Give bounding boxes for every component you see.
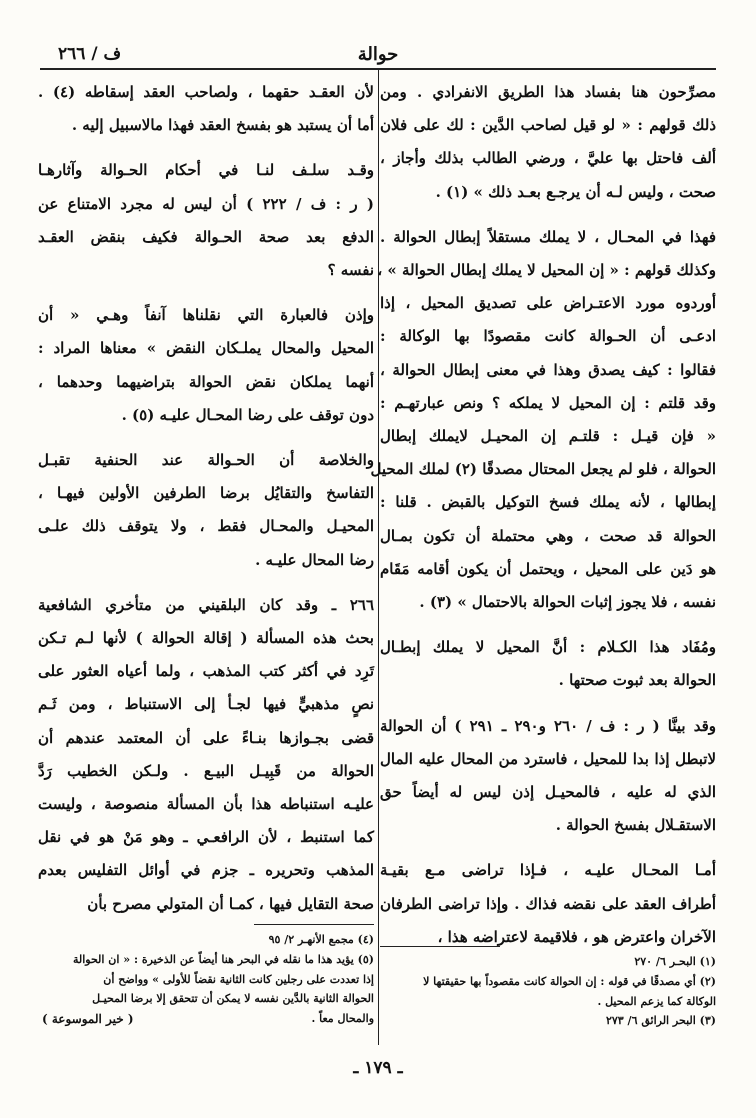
- right-line: « فإن قيـل : قلتـم إن المحيـل لايملك إبطال: [380, 427, 716, 446]
- right-line: مصرِّحون هنا بفساد هذا الطريق الانفرادي . ومن: [380, 83, 716, 101]
- left-line: دون توقف على رضا المحـال عليـه (٥) .: [121, 405, 374, 424]
- left-column: [38, 76, 374, 921]
- right-line: فقالوا : كيف يصدق وهذا في معنى إبطال الحوالة ،: [380, 360, 716, 379]
- right-paragraph: [370, 221, 716, 619]
- left-line: لأن العقـد حقهما ، ولصاحب العقد إسقاطه (٤) .: [38, 83, 374, 101]
- left-line: وإذن فالعبارة التي نقلناها آنفاً وهـي « أن: [38, 306, 374, 325]
- right-paragraph: [380, 710, 716, 843]
- right-line: لاتبطل إذا بدا للمحيل ، فاسترد من المحال عليه المال: [380, 749, 716, 768]
- right-line: وكذلك قولهم : « إن المحيل لا يملك إبطال الحوالة » ،: [377, 261, 716, 280]
- left-line: ٢٦٦ ـ وقد كان البلقيني من متأخري الشافعية: [38, 595, 374, 614]
- right-line: فهذا في المحـال ، لا يملك مستقلاً إبطال الحوالة .: [380, 227, 716, 246]
- left-line: قضى بجـوازها بنـاءً على أن المعتمد عندهم أن: [38, 728, 374, 747]
- right-line: الحوالة بعد ثبوت صحتها .: [558, 671, 716, 690]
- footnote-line: والمحال معاً .: [311, 1012, 374, 1026]
- left-line: وقـد سلـف لنـا في أحكام الحـوالة وآثارهـا: [38, 161, 374, 180]
- footnote-rule-right: [380, 946, 500, 947]
- footnote-line: إذا تعددت على رجلين كانت الثانية نقضاً للأولى » وواضح أن: [103, 972, 374, 986]
- right-line: أمـا المحـال عليـه ، فـإذا تراضى مـع بقيـة: [380, 861, 716, 880]
- left-line: تَرِد في أكثر كتب المذهب ، ولما أعياه العثور على: [38, 662, 374, 681]
- right-column: [370, 76, 717, 954]
- left-line: أما أن يستبد هو بفسخ العقد فهذا مالاسبيل إليه .: [71, 116, 374, 135]
- left-line: رضا المحال عليـه .: [255, 550, 374, 569]
- left-paragraph: [38, 589, 374, 921]
- footnote-line: الوكالة كما يزعم المحيل .: [597, 994, 716, 1008]
- left-paragraph: [38, 299, 374, 432]
- footnote-line: (٥) يؤيد هذا ما نقله في البحر هنا أيضاً عن الذخيرة : « ان الحوالة: [72, 952, 374, 966]
- left-paragraph: [38, 154, 374, 287]
- footnote-line: (٤) مجمع الأنهـر ٢/ ٩٥: [268, 933, 374, 946]
- footnote-line: (٣) البحر الرائق ٦/ ٢٧٣: [605, 1014, 716, 1028]
- footnotes-right: [380, 952, 716, 1031]
- left-line: الدفع بعد صحة الحـوالة فكيف بنقض العقـد: [38, 227, 374, 246]
- left-paragraph: [38, 444, 374, 577]
- right-line: ومُفَاد هذا الكـلام : أنَّ المحيل لا يملك إبطـال: [380, 638, 716, 657]
- page-header: [40, 42, 716, 70]
- right-line: الاستقـلال بفسخ الحوالة .: [555, 816, 716, 835]
- right-line: هو دَين على المحيل ، ويحتمل أن يكون أقامه مَقَام: [380, 559, 716, 578]
- left-line: والخلاصة أن الحـوالة عند الحنفية تقبـل: [38, 451, 374, 470]
- right-line: الحوالة قد صحت ، وهي محتملة أن تكون بمـال: [380, 526, 716, 545]
- left-line: ( ر : ف / ٢٢٢ ) أن ليس له مجرد الامتناع عن: [38, 194, 374, 213]
- footnote-line: (٢) أي مصدقًا في قوله : إن الحوالة كانت مقصوداً بها حقيقتها لا: [423, 974, 716, 988]
- left-paragraph: [38, 76, 374, 142]
- footnote-rule-left: [254, 924, 374, 925]
- left-line: نفسه ؟: [327, 261, 374, 280]
- right-line: أوردوه مورد الاعتـراض على تصديق المحيل ، إذا: [380, 294, 716, 313]
- right-line: نفسه ، فلا يجوز إثبات الحوالة بالاحتمال » (٣) .: [419, 593, 716, 612]
- page-number: ـ ١٧٩ ـ: [353, 1058, 403, 1078]
- right-line: ادعـى أن الحـوالة كانت مقصودًا بها الوكالة :: [380, 327, 716, 346]
- left-line: كما استنبط ، لأن الرافعـي ـ وهو مَنْ هو في نقل: [38, 828, 374, 847]
- footnote-line: (١) البحـر ٦/ ٢٧٠: [634, 955, 716, 968]
- section-number: ف / ٢٦٦: [58, 44, 122, 64]
- right-line: صحت ، وليس لـه أن يرجـع بعـد ذلك » (١) .: [435, 182, 716, 201]
- left-line: الحوالة من قَبِيـل البيـع . ولـكن الخطيب رَدَّ: [38, 761, 374, 780]
- right-paragraph: [380, 854, 716, 954]
- right-line: ألف فاحتل بها عليَّ ، ورضي الطالب بذلك وأجاز ،: [380, 149, 716, 168]
- footer-tag: ( خير الموسوعة ): [42, 1012, 134, 1026]
- right-line: ذلك قولهم : « لو قيل لصاحب الدَّين : لك على فلان: [380, 116, 716, 135]
- left-line: المذهب وتحريره ـ جزم في أوائل التفليس بعدم: [38, 861, 374, 880]
- left-line: التفاسخ والتقايُل برضا الطرفين الأولين فيهـا ،: [38, 484, 374, 503]
- right-line: وقد بينَّا ( ر : ف / ٢٦٠ و٢٩٠ ـ ٢٩١ ) أن الحوالة: [380, 716, 717, 735]
- running-title: حوالة: [357, 44, 399, 65]
- right-line: الذي له عليه ، فالمحيـل إذن ليس له أيضاً حق: [380, 783, 716, 802]
- footnote-line: الحوالة الثانية بالدَّين نفسه لا يمكن أن تتحقق إلا برضا المحيـل: [92, 992, 374, 1006]
- right-line: الآخران واعترض هو ، فلاقيمة لاعتراضه هذا ،: [437, 927, 716, 946]
- left-line: صحة التقايل فيها ، كمـا أن المتولي مصرح بأن: [87, 894, 374, 913]
- left-line: المحيل والمحال يملـكان النقض » معناها المراد :: [38, 339, 374, 358]
- right-line: أطراف العقد على نقضه فذاك . وإذا تراضى الطرفان: [380, 894, 716, 913]
- right-paragraph: [380, 631, 716, 697]
- right-line: الحوالة ، فلو لم يجعل المحتال مصدقًا (٢) لملك المحيل: [370, 460, 716, 479]
- left-line: أنهما يملكان نقض الحوالة بتراضيهما وحدهما ،: [38, 372, 374, 391]
- right-line: وقد قلتم : إن المحيل لا يملكه ؟ ونص عبارتهـم :: [380, 393, 716, 412]
- left-line: عليـه استنباطه هذا بأن المسألة منصوصة ، وليست: [38, 795, 374, 814]
- left-line: المحيـل والمحـال فقط ، ولا يتوقف ذلك علـى: [38, 517, 374, 536]
- right-line: إبطالها ، لأنه يملك فسخ التوكيل بالقبض . قلنا :: [380, 493, 716, 512]
- left-line: نصٍ مذهبيٍّ فيها لجـأ إلى الاستنباط ، ومن ثَـم: [38, 695, 374, 714]
- right-paragraph: [380, 76, 716, 209]
- column-divider: [378, 70, 379, 1045]
- left-line: بحث هذه المسألة ( إقالة الحوالة ) لأنها لـم تـكن: [38, 629, 374, 648]
